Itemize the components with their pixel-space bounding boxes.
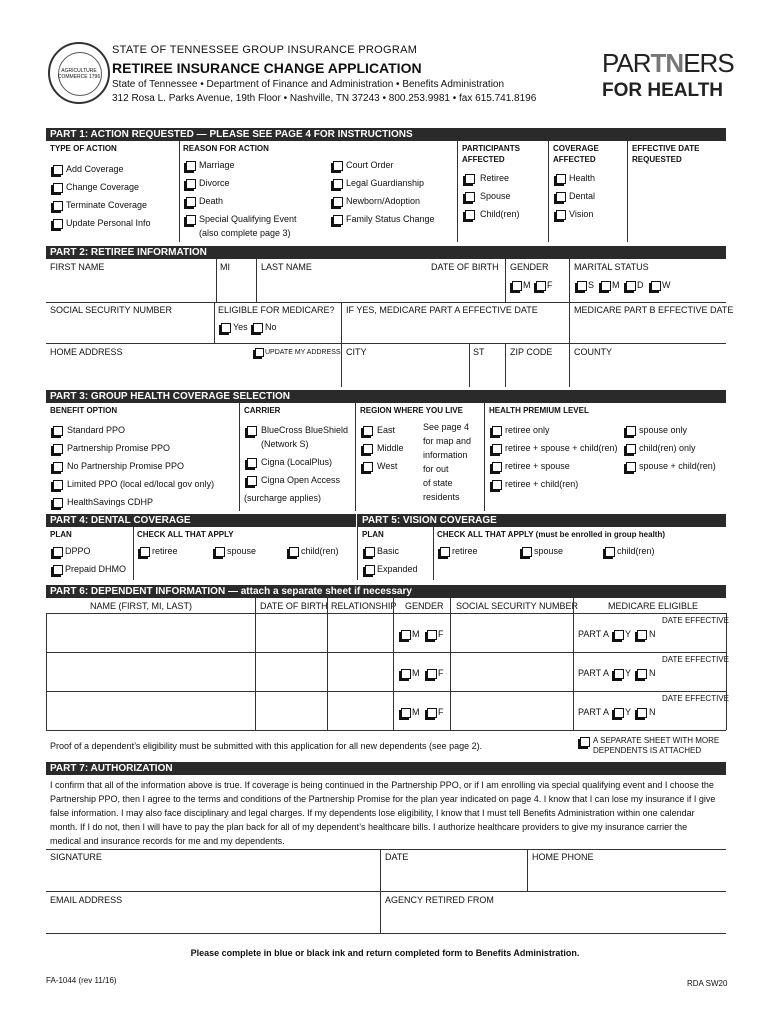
- dependent-proof-note: Proof of a dependent’s eligibility must be submitted with this application for all new dependents (see page 2).: [50, 741, 483, 751]
- signature-label: SIGNATURE: [50, 852, 102, 862]
- dep1-medicare-n-label: N: [649, 629, 656, 639]
- marital-m-checkbox[interactable]: [601, 281, 611, 291]
- region-middle-checkbox[interactable]: [363, 444, 373, 454]
- update-address-label: UPDATE MY ADDRESS: [265, 349, 341, 356]
- partnership-ppo-label: Partnership Promise PPO: [67, 443, 171, 453]
- last-name-label: LAST NAME: [261, 262, 312, 272]
- coverage-dental-checkbox[interactable]: [556, 192, 566, 202]
- marital-d-label: D: [637, 280, 644, 290]
- cigna-localplus-checkbox[interactable]: [247, 458, 257, 468]
- change-coverage-label: Change Coverage: [66, 182, 140, 192]
- newborn-label: Newborn/Adoption: [346, 196, 421, 206]
- region-note-2: for map and: [423, 436, 472, 446]
- county-label: COUNTY: [574, 347, 612, 357]
- dep3-gender-f-checkbox[interactable]: [427, 708, 437, 718]
- dep1-gender-f-label: F: [438, 629, 444, 639]
- dental-spouse-label: spouse: [227, 546, 257, 556]
- dep2-medicare-n-checkbox[interactable]: [637, 669, 647, 679]
- dep3-date-effective: DATE EFFECTIVE: [662, 694, 729, 703]
- limited-ppo-label: Limited PPO (local ed/local gov only): [67, 479, 215, 489]
- cigna-open-access-checkbox[interactable]: [247, 476, 257, 486]
- premium-spouse-children-checkbox[interactable]: [626, 462, 636, 472]
- vision-basic-checkbox[interactable]: [365, 547, 375, 557]
- premium-family-checkbox[interactable]: [492, 444, 502, 454]
- part5-title: PART 5: VISION COVERAGE: [358, 514, 726, 527]
- coverage-dental-label: Dental: [569, 191, 596, 201]
- marriage-label: Marriage: [199, 160, 235, 170]
- premium-children-only-label: child(ren) only: [639, 443, 696, 453]
- gender-m-label: M: [523, 280, 531, 290]
- dhmo-label: Prepaid DHMO: [65, 564, 127, 574]
- terminate-coverage-checkbox[interactable]: [53, 201, 63, 211]
- marital-label: MARITAL STATUS: [574, 262, 649, 272]
- p3-col-carrier: CARRIER: [244, 406, 281, 415]
- part7-title: PART 7: AUTHORIZATION: [46, 762, 726, 775]
- form-id: FA-1044 (rev 11/16): [46, 976, 117, 985]
- vision-children-checkbox[interactable]: [605, 547, 615, 557]
- cigna-open-access-label: Cigna Open Access: [261, 475, 341, 485]
- premium-spouse-only-label: spouse only: [639, 425, 688, 435]
- logo-par: PAR: [602, 48, 651, 78]
- dep2-gender-m-label: M: [412, 668, 420, 678]
- dhmo-checkbox[interactable]: [53, 565, 63, 575]
- p4-col-plan: PLAN: [50, 530, 72, 539]
- dep3-medicare-y-label: Y: [625, 707, 632, 717]
- dep1-medicare-n-checkbox[interactable]: [637, 630, 647, 640]
- dep3-medicare-n-checkbox[interactable]: [637, 708, 647, 718]
- family-status-label: Family Status Change: [346, 214, 435, 224]
- p5-col-plan: PLAN: [362, 530, 384, 539]
- premium-retiree-spouse-label: retiree + spouse: [505, 461, 570, 471]
- p6-col-gender: GENDER: [405, 601, 444, 611]
- no-partnership-ppo-checkbox[interactable]: [53, 462, 63, 472]
- dep3-gender-m-checkbox[interactable]: [401, 708, 411, 718]
- gender-f-checkbox[interactable]: [536, 281, 546, 291]
- region-west-checkbox[interactable]: [363, 462, 373, 472]
- premium-spouse-only-checkbox[interactable]: [626, 426, 636, 436]
- special-event-label: Special Qualifying Event: [199, 214, 297, 224]
- agency-label: AGENCY RETIRED FROM: [385, 895, 494, 905]
- auth-line-5: medical and insurance records for me and my dependents.: [50, 836, 285, 846]
- coverage-vision-checkbox[interactable]: [556, 210, 566, 220]
- vision-expanded-label: Expanded: [377, 564, 418, 574]
- cdhp-checkbox[interactable]: [53, 498, 63, 508]
- email-label: EMAIL ADDRESS: [50, 895, 123, 905]
- standard-ppo-label: Standard PPO: [67, 425, 126, 435]
- p6-col-name: NAME (FIRST, MI, LAST): [90, 601, 193, 611]
- p3-col-premium: HEALTH PREMIUM LEVEL: [489, 406, 589, 415]
- p1-col-effective-2: REQUESTED: [632, 155, 682, 164]
- region-middle-label: Middle: [377, 443, 404, 453]
- gender-m-checkbox[interactable]: [512, 281, 522, 291]
- dep1-medicare-y-checkbox[interactable]: [614, 630, 624, 640]
- premium-retiree-spouse-checkbox[interactable]: [492, 462, 502, 472]
- participant-spouse-checkbox[interactable]: [465, 192, 475, 202]
- premium-children-only-checkbox[interactable]: [626, 444, 636, 454]
- medicare-yes-label: Yes: [233, 322, 248, 332]
- standard-ppo-checkbox[interactable]: [53, 426, 63, 436]
- p4-col-check: CHECK ALL THAT APPLY: [137, 530, 234, 539]
- part3-title: PART 3: GROUP HEALTH COVERAGE SELECTION: [46, 390, 726, 403]
- p1-col-coverage-1: COVERAGE: [553, 144, 599, 153]
- dppo-checkbox[interactable]: [53, 547, 63, 557]
- auth-line-1: I confirm that all of the information above is true. If coverage is being continued in the Partnership PPO, or if I am enrolling via special qualifying event and I choose the: [50, 780, 714, 790]
- dep2-medicare-y-checkbox[interactable]: [614, 669, 624, 679]
- dep3-medicare-y-checkbox[interactable]: [614, 708, 624, 718]
- participant-retiree-label: Retiree: [480, 173, 510, 183]
- vision-spouse-label: spouse: [534, 546, 564, 556]
- region-note-4: for out: [423, 464, 449, 474]
- p1-col-type: TYPE OF ACTION: [50, 144, 117, 153]
- dep1-part-a-label: PART A: [578, 629, 610, 639]
- partnership-ppo-checkbox[interactable]: [53, 444, 63, 454]
- dental-retiree-label: retiree: [152, 546, 178, 556]
- p1-col-coverage-2: AFFECTED: [553, 155, 596, 164]
- medicare-yes-checkbox[interactable]: [221, 323, 231, 333]
- dep1-gender-m-checkbox[interactable]: [401, 630, 411, 640]
- region-note-3: information: [423, 450, 468, 460]
- death-label: Death: [199, 196, 224, 206]
- limited-ppo-checkbox[interactable]: [53, 480, 63, 490]
- auth-line-4: month. If I do not, then I will have to pay the plan back for all of my dependent’s healthcare bills. I authorize healthcare providers to give my insurance carrier the: [50, 822, 688, 832]
- dep2-part-a-label: PART A: [578, 668, 610, 678]
- bcbs-network-label: (Network S): [261, 439, 309, 449]
- footer-instruction: Please complete in blue or black ink and return completed form to Benefits Administration.: [190, 948, 580, 958]
- program-name: STATE OF TENNESSEE GROUP INSURANCE PROGRAM: [112, 44, 418, 56]
- p6-col-ssn: SOCIAL SECURITY NUMBER: [456, 601, 579, 611]
- marital-s-label: S: [588, 280, 595, 290]
- logo-tn: TN: [650, 48, 684, 78]
- p5-col-check: CHECK ALL THAT APPLY (must be enrolled in group health): [437, 530, 666, 539]
- p1-col-participants-2: AFFECTED: [462, 155, 505, 164]
- change-coverage-checkbox[interactable]: [53, 183, 63, 193]
- medicare-eligible-label: ELIGIBLE FOR MEDICARE?: [218, 305, 335, 315]
- vision-expanded-checkbox[interactable]: [365, 565, 375, 575]
- dep2-gender-m-checkbox[interactable]: [401, 669, 411, 679]
- seal-text: AGRICULTURE COMMERCE 1796: [57, 68, 101, 80]
- no-partnership-ppo-label: No Partnership Promise PPO: [67, 461, 185, 471]
- dep1-gender-m-label: M: [412, 629, 420, 639]
- coverage-health-label: Health: [569, 173, 596, 183]
- marital-m-label: M: [612, 280, 620, 290]
- home-phone-label: HOME PHONE: [532, 852, 594, 862]
- auth-line-2: Partnership PPO, then I agree to the terms and conditions of the Partnership Promise for the plan year indicated on page 4. I know that I can lose my insurance if I give: [50, 794, 716, 804]
- region-note-5: of state: [423, 478, 453, 488]
- ssn-label: SOCIAL SECURITY NUMBER: [50, 305, 173, 315]
- separate-sheet-checkbox[interactable]: [580, 737, 590, 747]
- home-address-label: HOME ADDRESS: [50, 347, 123, 357]
- premium-retiree-only-label: retiree only: [505, 425, 550, 435]
- region-east-checkbox[interactable]: [363, 426, 373, 436]
- add-coverage-label: Add Coverage: [66, 164, 124, 174]
- part4-title: PART 4: DENTAL COVERAGE: [46, 514, 356, 527]
- family-status-checkbox[interactable]: [333, 215, 343, 225]
- form-title: RETIREE INSURANCE CHANGE APPLICATION: [112, 60, 422, 76]
- p1-col-reason: REASON FOR ACTION: [183, 144, 269, 153]
- update-info-checkbox[interactable]: [53, 219, 63, 229]
- special-event-checkbox[interactable]: [186, 215, 196, 225]
- marital-w-label: W: [662, 280, 671, 290]
- participant-retiree-checkbox[interactable]: [465, 174, 475, 184]
- dep2-gender-f-checkbox[interactable]: [427, 669, 437, 679]
- add-coverage-checkbox[interactable]: [53, 165, 63, 175]
- bcbs-checkbox[interactable]: [247, 426, 257, 436]
- state-label: ST: [473, 347, 485, 357]
- premium-retiree-children-checkbox[interactable]: [492, 480, 502, 490]
- first-name-label: FIRST NAME: [50, 262, 105, 272]
- dep1-gender-f-checkbox[interactable]: [427, 630, 437, 640]
- dep2-gender-f-label: F: [438, 668, 444, 678]
- death-checkbox[interactable]: [186, 197, 196, 207]
- medicare-b-label: MEDICARE PART B EFFECTIVE DATE: [574, 305, 734, 315]
- update-address-checkbox[interactable]: [255, 348, 264, 357]
- dep1-medicare-y-label: Y: [625, 629, 632, 639]
- cdhp-label: HealthSavings CDHP: [67, 497, 154, 507]
- p3-col-region: REGION WHERE YOU LIVE: [360, 406, 463, 415]
- separate-sheet-label-2: DEPENDENTS IS ATTACHED: [593, 746, 702, 755]
- premium-spouse-children-label: spouse + child(ren): [639, 461, 716, 471]
- part1-title: PART 1: ACTION REQUESTED — PLEASE SEE PAGE 4 FOR INSTRUCTIONS: [46, 128, 726, 141]
- legal-guardianship-label: Legal Guardianship: [346, 178, 425, 188]
- city-label: CITY: [346, 347, 367, 357]
- court-order-checkbox[interactable]: [333, 161, 343, 171]
- date-label: DATE: [385, 852, 409, 862]
- medicare-no-label: No: [265, 322, 277, 332]
- participant-children-checkbox[interactable]: [465, 210, 475, 220]
- region-note-1: See page 4: [423, 422, 470, 432]
- special-event-note: (also complete page 3): [199, 228, 291, 238]
- surcharge-note: (surcharge applies): [244, 493, 322, 503]
- dep3-gender-m-label: M: [412, 707, 420, 717]
- terminate-coverage-label: Terminate Coverage: [66, 200, 148, 210]
- p3-col-benefit: BENEFIT OPTION: [50, 406, 118, 415]
- vision-children-label: child(ren): [617, 546, 655, 556]
- medicare-a-label: IF YES, MEDICARE PART A EFFECTIVE DATE: [346, 305, 538, 315]
- participant-children-label: Child(ren): [480, 209, 520, 219]
- dental-retiree-checkbox[interactable]: [140, 547, 150, 557]
- court-order-label: Court Order: [346, 160, 394, 170]
- dppo-label: DPPO: [65, 546, 91, 556]
- update-info-label: Update Personal Info: [66, 218, 151, 228]
- dep2-medicare-n-label: N: [649, 668, 656, 678]
- partners-logo-top: [602, 50, 734, 76]
- p6-col-medicare: MEDICARE ELIGIBLE: [608, 601, 699, 611]
- gender-label: GENDER: [510, 262, 549, 272]
- divorce-label: Divorce: [199, 178, 230, 188]
- coverage-vision-label: Vision: [569, 209, 594, 219]
- premium-retiree-only-checkbox[interactable]: [492, 426, 502, 436]
- zip-label: ZIP CODE: [510, 347, 553, 357]
- region-west-label: West: [377, 461, 398, 471]
- header-address: 312 Rosa L. Parks Avenue, 19th Floor • Nashville, TN 37243 • 800.253.9981 • fax 615.741.8196: [112, 93, 537, 104]
- separate-sheet-label-1: A SEPARATE SHEET WITH MORE: [593, 736, 720, 745]
- dep3-gender-f-label: F: [438, 707, 444, 717]
- dental-spouse-checkbox[interactable]: [215, 547, 225, 557]
- marital-s-checkbox[interactable]: [577, 281, 587, 291]
- region-east-label: East: [377, 425, 396, 435]
- bcbs-label: BlueCross BlueShield: [261, 425, 349, 435]
- coverage-health-checkbox[interactable]: [556, 174, 566, 184]
- gender-f-label: F: [547, 280, 553, 290]
- marital-w-checkbox[interactable]: [651, 281, 661, 291]
- mi-label: MI: [220, 262, 230, 272]
- dep3-medicare-n-label: N: [649, 707, 656, 717]
- p1-col-effective-1: EFFECTIVE DATE: [632, 144, 700, 153]
- marriage-checkbox[interactable]: [186, 161, 196, 171]
- divorce-checkbox[interactable]: [186, 179, 196, 189]
- logo-ers: ERS: [683, 48, 734, 78]
- p1-col-participants-1: PARTICIPANTS: [462, 144, 520, 153]
- vision-basic-label: Basic: [377, 546, 400, 556]
- dep3-part-a-label: PART A: [578, 707, 610, 717]
- p6-col-relationship: RELATIONSHIP: [331, 601, 397, 611]
- participant-spouse-label: Spouse: [480, 191, 511, 201]
- dep2-date-effective: DATE EFFECTIVE: [662, 655, 729, 664]
- rda-code: RDA SW20: [687, 979, 728, 988]
- premium-family-label: retiree + spouse + child(ren): [505, 443, 618, 453]
- dental-children-label: child(ren): [301, 546, 339, 556]
- p6-col-dob: DATE OF BIRTH: [260, 601, 328, 611]
- auth-line-3: false information. I may also face disciplinary and legal charges. If my dependents lose eligibility, I know that I must tell Benefits Administration within one calendar: [50, 808, 695, 818]
- part2-title: PART 2: RETIREE INFORMATION: [46, 246, 726, 259]
- part6-title: PART 6: DEPENDENT INFORMATION — attach a separate sheet if necessary: [46, 585, 726, 598]
- vision-retiree-checkbox[interactable]: [440, 547, 450, 557]
- state-seal-logo: [48, 42, 110, 104]
- vision-retiree-label: retiree: [452, 546, 478, 556]
- medicare-no-checkbox[interactable]: [253, 323, 263, 333]
- dob-label: DATE OF BIRTH: [431, 262, 499, 272]
- cigna-localplus-label: Cigna (LocalPlus): [261, 457, 333, 467]
- header-department: State of Tennessee • Department of Finance and Administration • Benefits Administration: [112, 79, 505, 90]
- marital-d-checkbox[interactable]: [626, 281, 636, 291]
- newborn-checkbox[interactable]: [333, 197, 343, 207]
- vision-spouse-checkbox[interactable]: [522, 547, 532, 557]
- legal-guardianship-checkbox[interactable]: [333, 179, 343, 189]
- premium-retiree-children-label: retiree + child(ren): [505, 479, 579, 489]
- dep1-date-effective: DATE EFFECTIVE: [662, 616, 729, 625]
- dep2-medicare-y-label: Y: [625, 668, 632, 678]
- dental-children-checkbox[interactable]: [289, 547, 299, 557]
- region-note-6: residents: [423, 492, 460, 502]
- partners-logo-bottom: FOR HEALTH: [602, 80, 724, 101]
